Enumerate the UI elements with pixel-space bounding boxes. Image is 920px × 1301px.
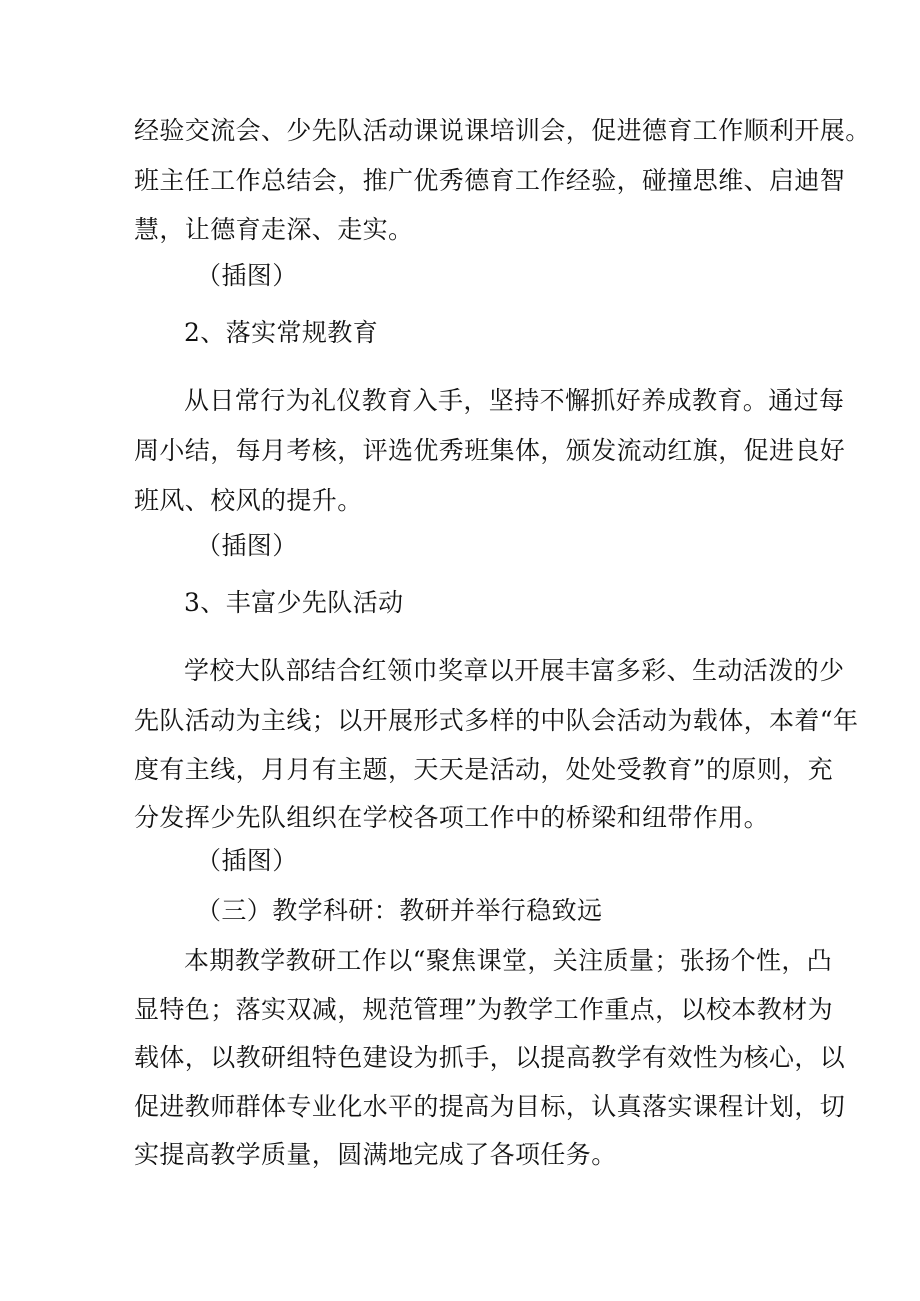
paragraph-line: 班主任工作总结会，推广优秀德育工作经验，碰撞思维、启迪智 [134, 166, 846, 195]
image-placeholder: （插图） [196, 261, 298, 290]
paragraph-line: 载体，以教研组特色建设为抓手，以提高教学有效性为核心，以 [134, 1043, 846, 1072]
paragraph-line: 经验交流会、少先队活动课说课培训会，促进德育工作顺利开展。 [134, 116, 871, 145]
image-placeholder: （插图） [196, 846, 298, 875]
image-placeholder: （插图） [196, 531, 298, 560]
section-heading: 3、丰富少先队活动 [184, 588, 404, 617]
paragraph-line: 本期教学教研工作以“聚焦课堂，关注质量；张扬个性，凸 [184, 946, 833, 975]
paragraph-line: 实提高教学质量，圆满地完成了各项任务。 [134, 1140, 617, 1169]
paragraph-line: 慧，让德育走深、走实。 [134, 215, 414, 244]
paragraph-line: 周小结，每月考核，评选优秀班集体，颁发流动红旗，促进良好 [134, 436, 846, 465]
paragraph-line: 先队活动为主线；以开展形式多样的中队会活动为载体，本着“年 [134, 706, 859, 735]
paragraph-line: 学校大队部结合红领巾奖章以开展丰富多彩、生动活泼的少 [184, 656, 845, 685]
paragraph-line: 从日常行为礼仪教育入手，坚持不懈抓好养成教育。通过每 [184, 386, 845, 415]
section-heading: （三）教学科研：教研并举行稳致远 [196, 896, 603, 925]
paragraph-line: 分发挥少先队组织在学校各项工作中的桥梁和纽带作用。 [134, 803, 770, 832]
paragraph-line: 促进教师群体专业化水平的提高为目标，认真落实课程计划，切 [134, 1092, 846, 1121]
paragraph-line: 度有主线，月月有主题，天天是活动，处处受教育”的原则，充 [134, 755, 833, 784]
section-heading: 2、落实常规教育 [184, 318, 379, 347]
paragraph-line: 班风、校风的提升。 [134, 486, 363, 515]
paragraph-line: 显特色；落实双减，规范管理”为教学工作重点，以校本教材为 [134, 995, 833, 1024]
